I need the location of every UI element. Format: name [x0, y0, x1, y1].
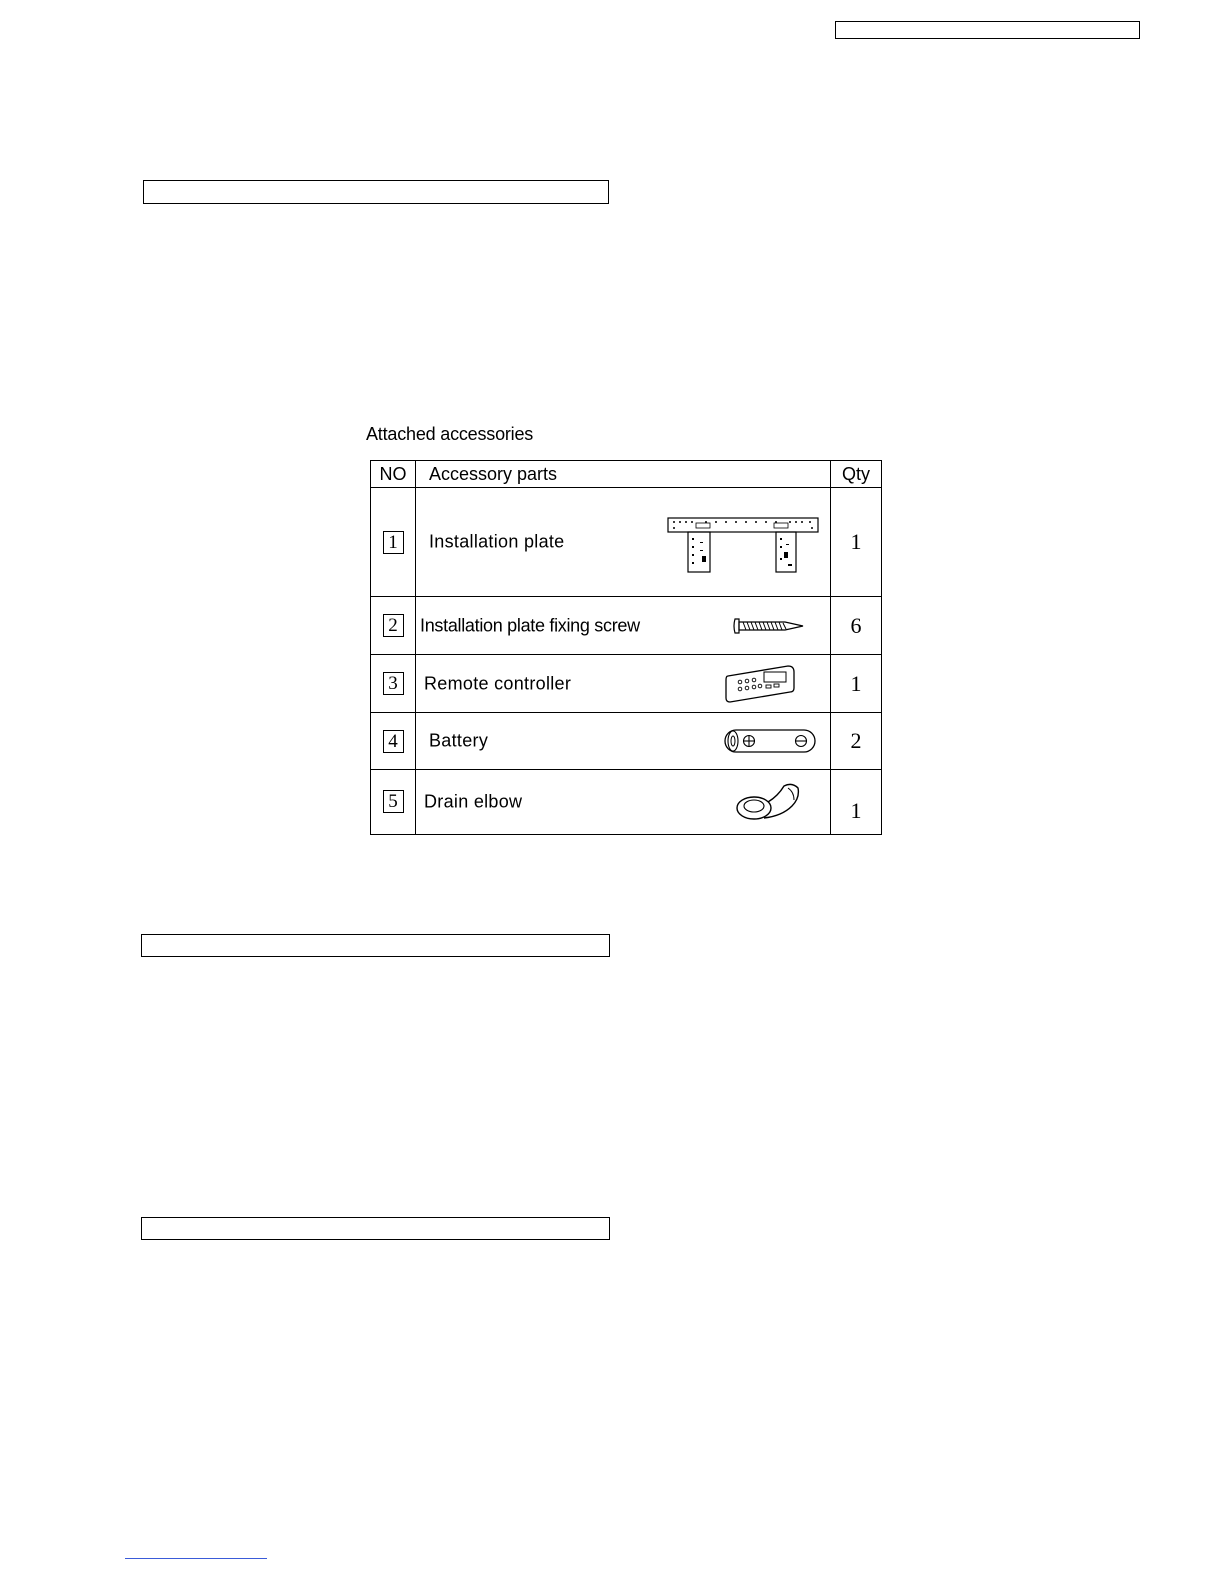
drain-elbow-icon — [734, 782, 804, 826]
part-name: Remote controller — [424, 673, 572, 693]
footer-link-underline — [125, 1558, 267, 1559]
table-row — [371, 713, 882, 770]
table-row — [371, 597, 882, 655]
quantity: 6 — [831, 597, 882, 655]
accessories-caption: Attached accessories — [366, 424, 534, 444]
part-name: Installation plate — [429, 531, 565, 552]
header-no: NO — [371, 461, 416, 488]
row-number: 3 — [383, 672, 404, 695]
quantity: 1 — [831, 770, 882, 835]
section-heading-box-1 — [143, 180, 609, 204]
screw-icon — [733, 615, 805, 637]
part-name: Installation plate fixing screw — [420, 615, 640, 635]
part-name: Drain elbow — [424, 791, 523, 812]
table-row — [371, 655, 882, 713]
row-number: 2 — [383, 614, 404, 637]
part-name: Battery — [429, 730, 489, 751]
battery-icon — [723, 727, 819, 755]
section-heading-box-3 — [141, 1217, 610, 1240]
header-accessory-parts: Accessory parts — [416, 461, 831, 488]
table-row — [371, 770, 882, 835]
row-number: 5 — [383, 790, 404, 813]
header-qty: Qty — [831, 461, 882, 488]
table-row — [371, 488, 882, 597]
quantity: 1 — [831, 655, 882, 713]
quantity: 1 — [831, 488, 882, 597]
page-header-box — [835, 21, 1140, 39]
accessories-table — [370, 460, 882, 835]
installation-plate-icon — [666, 514, 822, 578]
section-heading-box-2 — [141, 934, 610, 957]
remote-controller-icon — [724, 664, 798, 704]
row-number: 4 — [383, 730, 404, 753]
row-number: 1 — [383, 531, 404, 554]
table-header-row — [371, 461, 882, 488]
quantity: 2 — [831, 713, 882, 770]
